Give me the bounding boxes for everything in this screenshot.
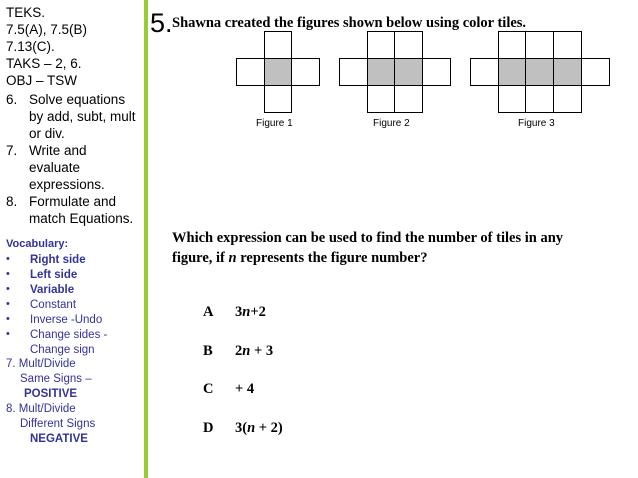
vocab-item: Variable: [30, 284, 75, 296]
question-intro: Shawna created the figures shown below using color tiles.: [172, 15, 527, 31]
tile-gray: [525, 58, 554, 86]
objective-7-number: 7.: [6, 143, 18, 158]
choice-c-letter[interactable]: C: [203, 381, 214, 397]
tile: [553, 31, 582, 59]
choice-b-text[interactable]: 2n + 3: [235, 343, 274, 359]
tile: [470, 58, 499, 86]
tile-gray: [498, 58, 526, 86]
vocab-item: Left side: [30, 269, 78, 281]
prompt-text: Which expression can be used to find the number of tiles in any figure, if: [172, 230, 564, 266]
question-prompt: [172, 228, 592, 268]
tile: [367, 85, 395, 113]
tile-gray: [264, 58, 292, 86]
rule-8-detail: Different Signs: [20, 418, 96, 430]
rule-8: 8. Mult/Divide: [6, 403, 76, 415]
rule-7-result: POSITIVE: [24, 388, 78, 400]
objective-7-line: expressions.: [29, 177, 105, 192]
rule-8-result: NEGATIVE: [30, 433, 88, 445]
tile: [581, 58, 610, 86]
objective-6-line: Solve equations: [29, 92, 126, 107]
vocab-item: Right side: [30, 254, 86, 266]
choice-d-text[interactable]: 3(n + 2): [235, 420, 283, 436]
objective-6-number: 6.: [6, 92, 18, 107]
tile-gray: [367, 58, 395, 86]
question-number: 5.: [150, 8, 173, 38]
tile: [553, 85, 582, 113]
green-divider: [144, 0, 148, 478]
tile: [264, 85, 292, 113]
figure-3-label: Figure 3: [518, 118, 555, 129]
tile: [498, 31, 526, 59]
bullet-icon: •: [6, 283, 10, 295]
figure-1-label: Figure 1: [256, 118, 293, 129]
vocab-item: Change sign: [30, 344, 95, 356]
tile: [394, 85, 423, 113]
choice-b-letter[interactable]: B: [203, 343, 213, 359]
tile: [264, 31, 292, 59]
objective-8-number: 8.: [6, 194, 18, 209]
vocabulary-title: Vocabulary:: [6, 238, 69, 250]
tile-gray: [394, 58, 423, 86]
objective-8-line: match Equations.: [29, 211, 134, 226]
tile: [498, 85, 526, 113]
tile: [394, 31, 423, 59]
tile: [525, 31, 554, 59]
rule-7: 7. Mult/Divide: [6, 358, 76, 370]
bullet-icon: •: [6, 268, 10, 280]
obj-line: OBJ – TSW: [6, 73, 78, 88]
rule-7-detail: Same Signs –: [20, 373, 92, 385]
tile: [367, 31, 395, 59]
tile: [339, 58, 368, 86]
vocab-item: Change sides -: [30, 329, 108, 341]
tile: [422, 58, 451, 86]
bullet-icon: •: [6, 328, 10, 340]
objective-8-line: Formulate and: [29, 194, 117, 209]
vocab-item: Constant: [30, 299, 77, 311]
prompt-text-end: represents the figure number?: [236, 250, 428, 266]
objective-6-line: by add, subt, mult: [29, 109, 136, 124]
bullet-icon: •: [6, 298, 10, 310]
objective-6-line: or div.: [29, 126, 65, 141]
teks-heading: TEKS.: [6, 5, 46, 20]
teks-codes: 7.5(A), 7.5(B): [6, 22, 88, 37]
bullet-icon: •: [6, 313, 10, 325]
tile: [525, 85, 554, 113]
objective-7-line: Write and: [29, 143, 87, 158]
objectives-sidebar: [0, 0, 144, 478]
tile: [236, 58, 265, 86]
taks-line: TAKS – 2, 6.: [6, 56, 82, 71]
choice-c-text[interactable]: + 4: [235, 381, 255, 397]
teks-codes-2: 7.13(C).: [6, 39, 55, 54]
figure-2-label: Figure 2: [373, 118, 410, 129]
bullet-icon: •: [6, 253, 10, 265]
vocab-item: Inverse -Undo: [30, 314, 103, 326]
choice-a-letter[interactable]: A: [203, 304, 214, 320]
choice-d-letter[interactable]: D: [203, 420, 214, 436]
choice-a-text[interactable]: 3n+2: [235, 304, 266, 320]
prompt-variable: n: [228, 250, 237, 266]
objective-7-line: evaluate: [29, 160, 81, 175]
tile-gray: [553, 58, 582, 86]
tile: [291, 58, 320, 86]
